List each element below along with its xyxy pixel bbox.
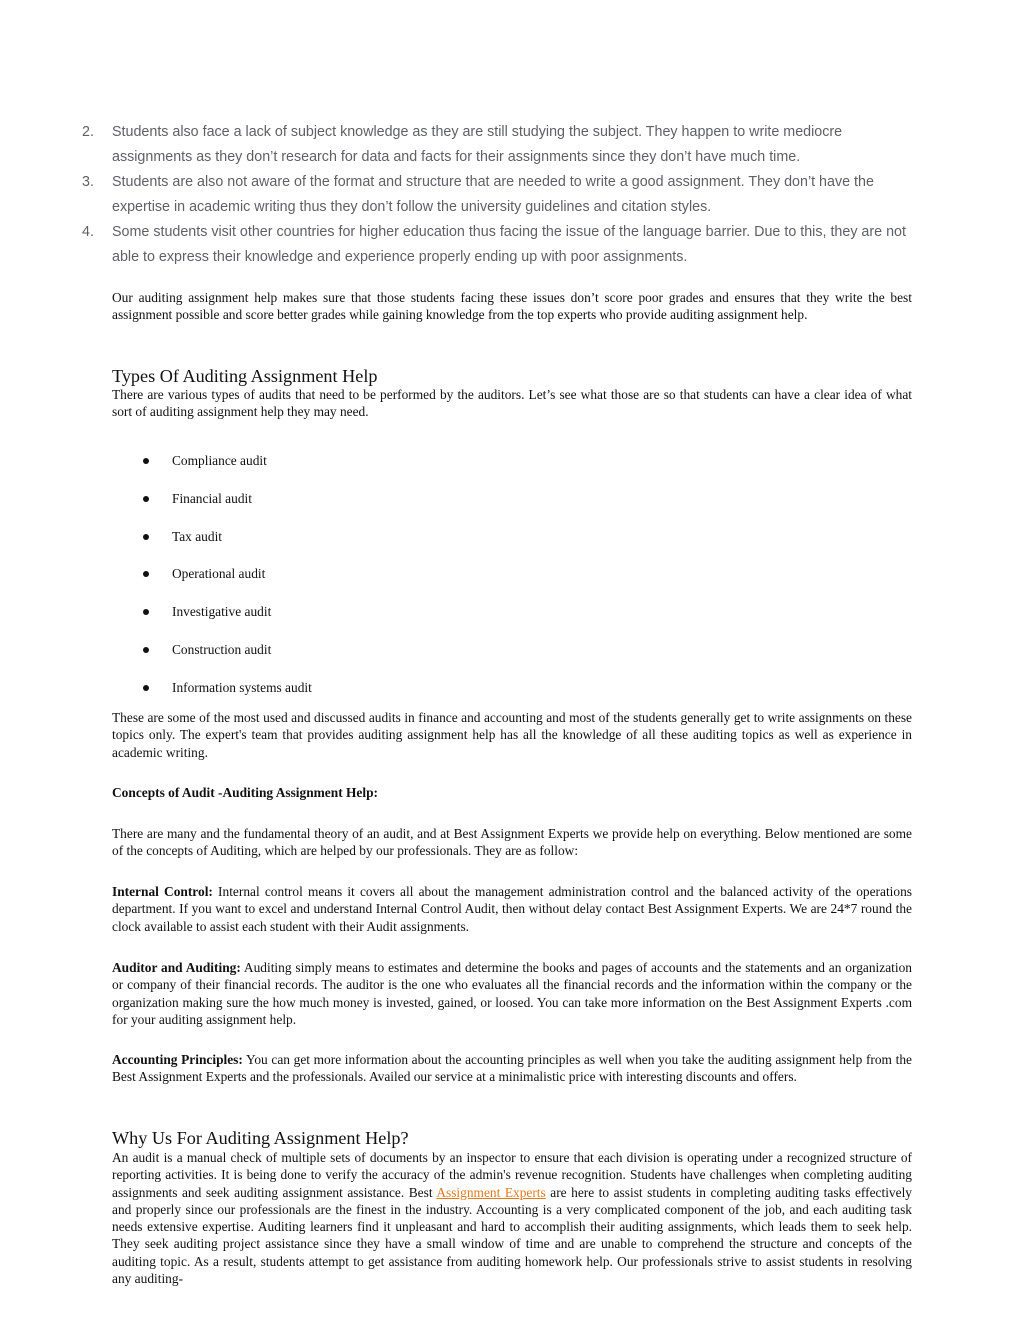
auditor-auditing-term: Auditor and Auditing:: [112, 960, 241, 975]
audit-type-label: Investigative audit: [172, 604, 272, 620]
list-number: 4.: [82, 224, 94, 240]
concepts-heading: Concepts of Audit -Auditing Assignment Help:: [112, 785, 378, 800]
bullet-icon: [143, 647, 149, 653]
auditor-auditing-paragraph: [112, 959, 912, 1028]
list-item: [80, 220, 912, 270]
list-item: [140, 450, 312, 488]
bullet-icon: [143, 458, 149, 464]
bullet-icon: [143, 685, 149, 691]
numbered-list: [80, 120, 912, 270]
list-item: [140, 601, 312, 639]
audit-type-label: Financial audit: [172, 490, 252, 506]
list-number: 3.: [82, 174, 94, 190]
assignment-experts-link[interactable]: Assignment Experts: [436, 1184, 546, 1200]
list-item: [80, 120, 912, 170]
bullet-icon: [143, 571, 149, 577]
audit-type-label: Tax audit: [172, 528, 223, 544]
audit-types-list: [140, 450, 312, 715]
accounting-principles-text: You can get more information about the accounting principles as well when you take the auditing assignment help from the Best Assignment Experts and the professionals. Availed our service at a minimalistic price with interesting discounts and offers.: [112, 1052, 912, 1085]
why-us-heading: Why Us For Auditing Assignment Help?: [112, 1128, 409, 1148]
bullet-icon: [143, 496, 149, 502]
why-us-text-before-link: An audit is a manual check of multiple sets of documents by an inspector to ensure that each division is operating under a recognized structure of reporting activities. It is being done to verify the accuracy of the admin's revenue recognition. Students have challenges when completing auditing assignments and seek auditing assignment assistance. Best: [112, 1150, 912, 1200]
bullet-icon: [143, 534, 149, 540]
why-us-text-after-link: are here to assist students in completing auditing tasks effectively and properly since our professionals are the finest in the industry. Accounting is a very complicated component of the job, and each auditing task needs extensive expertise. Auditing learners find it unpleasant and hard to accomplish their auditing assignments, which leads them to seek help. They seek auditing project assistance since they have a small window of time and are unable to comprehend the structure and concepts of the auditing topic. As a result, students attempt to get assistance from auditing homework help. Our professionals strive to assist students in resolving any auditing-: [112, 1184, 912, 1287]
list-item-text: Some students visit other countries for higher education thus facing the issue of the language barrier. Due to this, they are not able to express their knowledge and experience properly ending up with poor assignments.: [112, 224, 906, 265]
list-item-text: Students also face a lack of subject knowledge as they are still studying the subject. They happen to write mediocre assignments as they don’t research for data and facts for their assignments since they don’t have much time.: [112, 124, 843, 165]
audit-type-label: Information systems audit: [172, 679, 312, 695]
accounting-principles-paragraph: [112, 1051, 912, 1086]
intro-paragraph: Our auditing assignment help makes sure that those students facing these issues don’t score poor grades and ensures that they write the best assignment possible and score better grades while gaining knowledge from the top experts who provide auditing assignment help.: [112, 290, 912, 323]
internal-control-term: Internal Control:: [112, 884, 213, 899]
bullet-icon: [143, 609, 149, 615]
list-item: [140, 488, 312, 526]
list-item: [140, 639, 312, 677]
accounting-principles-term: Accounting Principles:: [112, 1052, 243, 1067]
list-number: 2.: [82, 124, 94, 140]
auditor-auditing-text: Auditing simply means to estimates and determine the books and pages of accounts and the statements and an organization or company of their financial records. The auditor is the one who evaluates all the financial records and the information within the company or the organization making sure the how much money is invested, gained, or loosed. You can take more information on the Best Assignment Experts .com for your auditing assignment help.: [112, 960, 912, 1027]
internal-control-paragraph: [112, 883, 912, 935]
internal-control-text: Internal control means it covers all about the management administration control and the balanced activity of the operations department. If you want to excel and understand Internal Control Audit, then without delay contact Best Assignment Experts. We are 24*7 round the clock available to assist each student with their Audit assignments.: [112, 884, 912, 934]
audit-type-label: Construction audit: [172, 641, 272, 657]
list-item: [80, 170, 912, 220]
list-item: [140, 526, 312, 564]
list-item: [140, 563, 312, 601]
types-intro-paragraph: There are various types of audits that need to be performed by the auditors. Let’s see what those are so that students can have a clear idea of what sort of auditing assignment help they may need.: [112, 387, 912, 420]
concepts-intro-paragraph: There are many and the fundamental theory of an audit, and at Best Assignment Experts we provide help on everything. Below mentioned are some of the concepts of Auditing, which are helped by our professionals. They are as follow:: [112, 826, 912, 859]
audit-type-label: Operational audit: [172, 566, 266, 582]
why-us-paragraph: [112, 1149, 912, 1287]
types-outro-paragraph: These are some of the most used and discussed audits in finance and accounting and most of the students generally get to write assignments on these topics only. The expert's team that provides auditing assignment help has all the knowledge of all these auditing topics as well as experience in academic writing.: [112, 710, 912, 760]
audit-type-label: Compliance audit: [172, 453, 267, 468]
types-heading: Types Of Auditing Assignment Help: [112, 366, 378, 386]
list-item-text: Students are also not aware of the format and structure that are needed to write a good assignment. They don’t have the expertise in academic writing thus they don’t follow the university guidelines and citation styles.: [112, 174, 874, 215]
